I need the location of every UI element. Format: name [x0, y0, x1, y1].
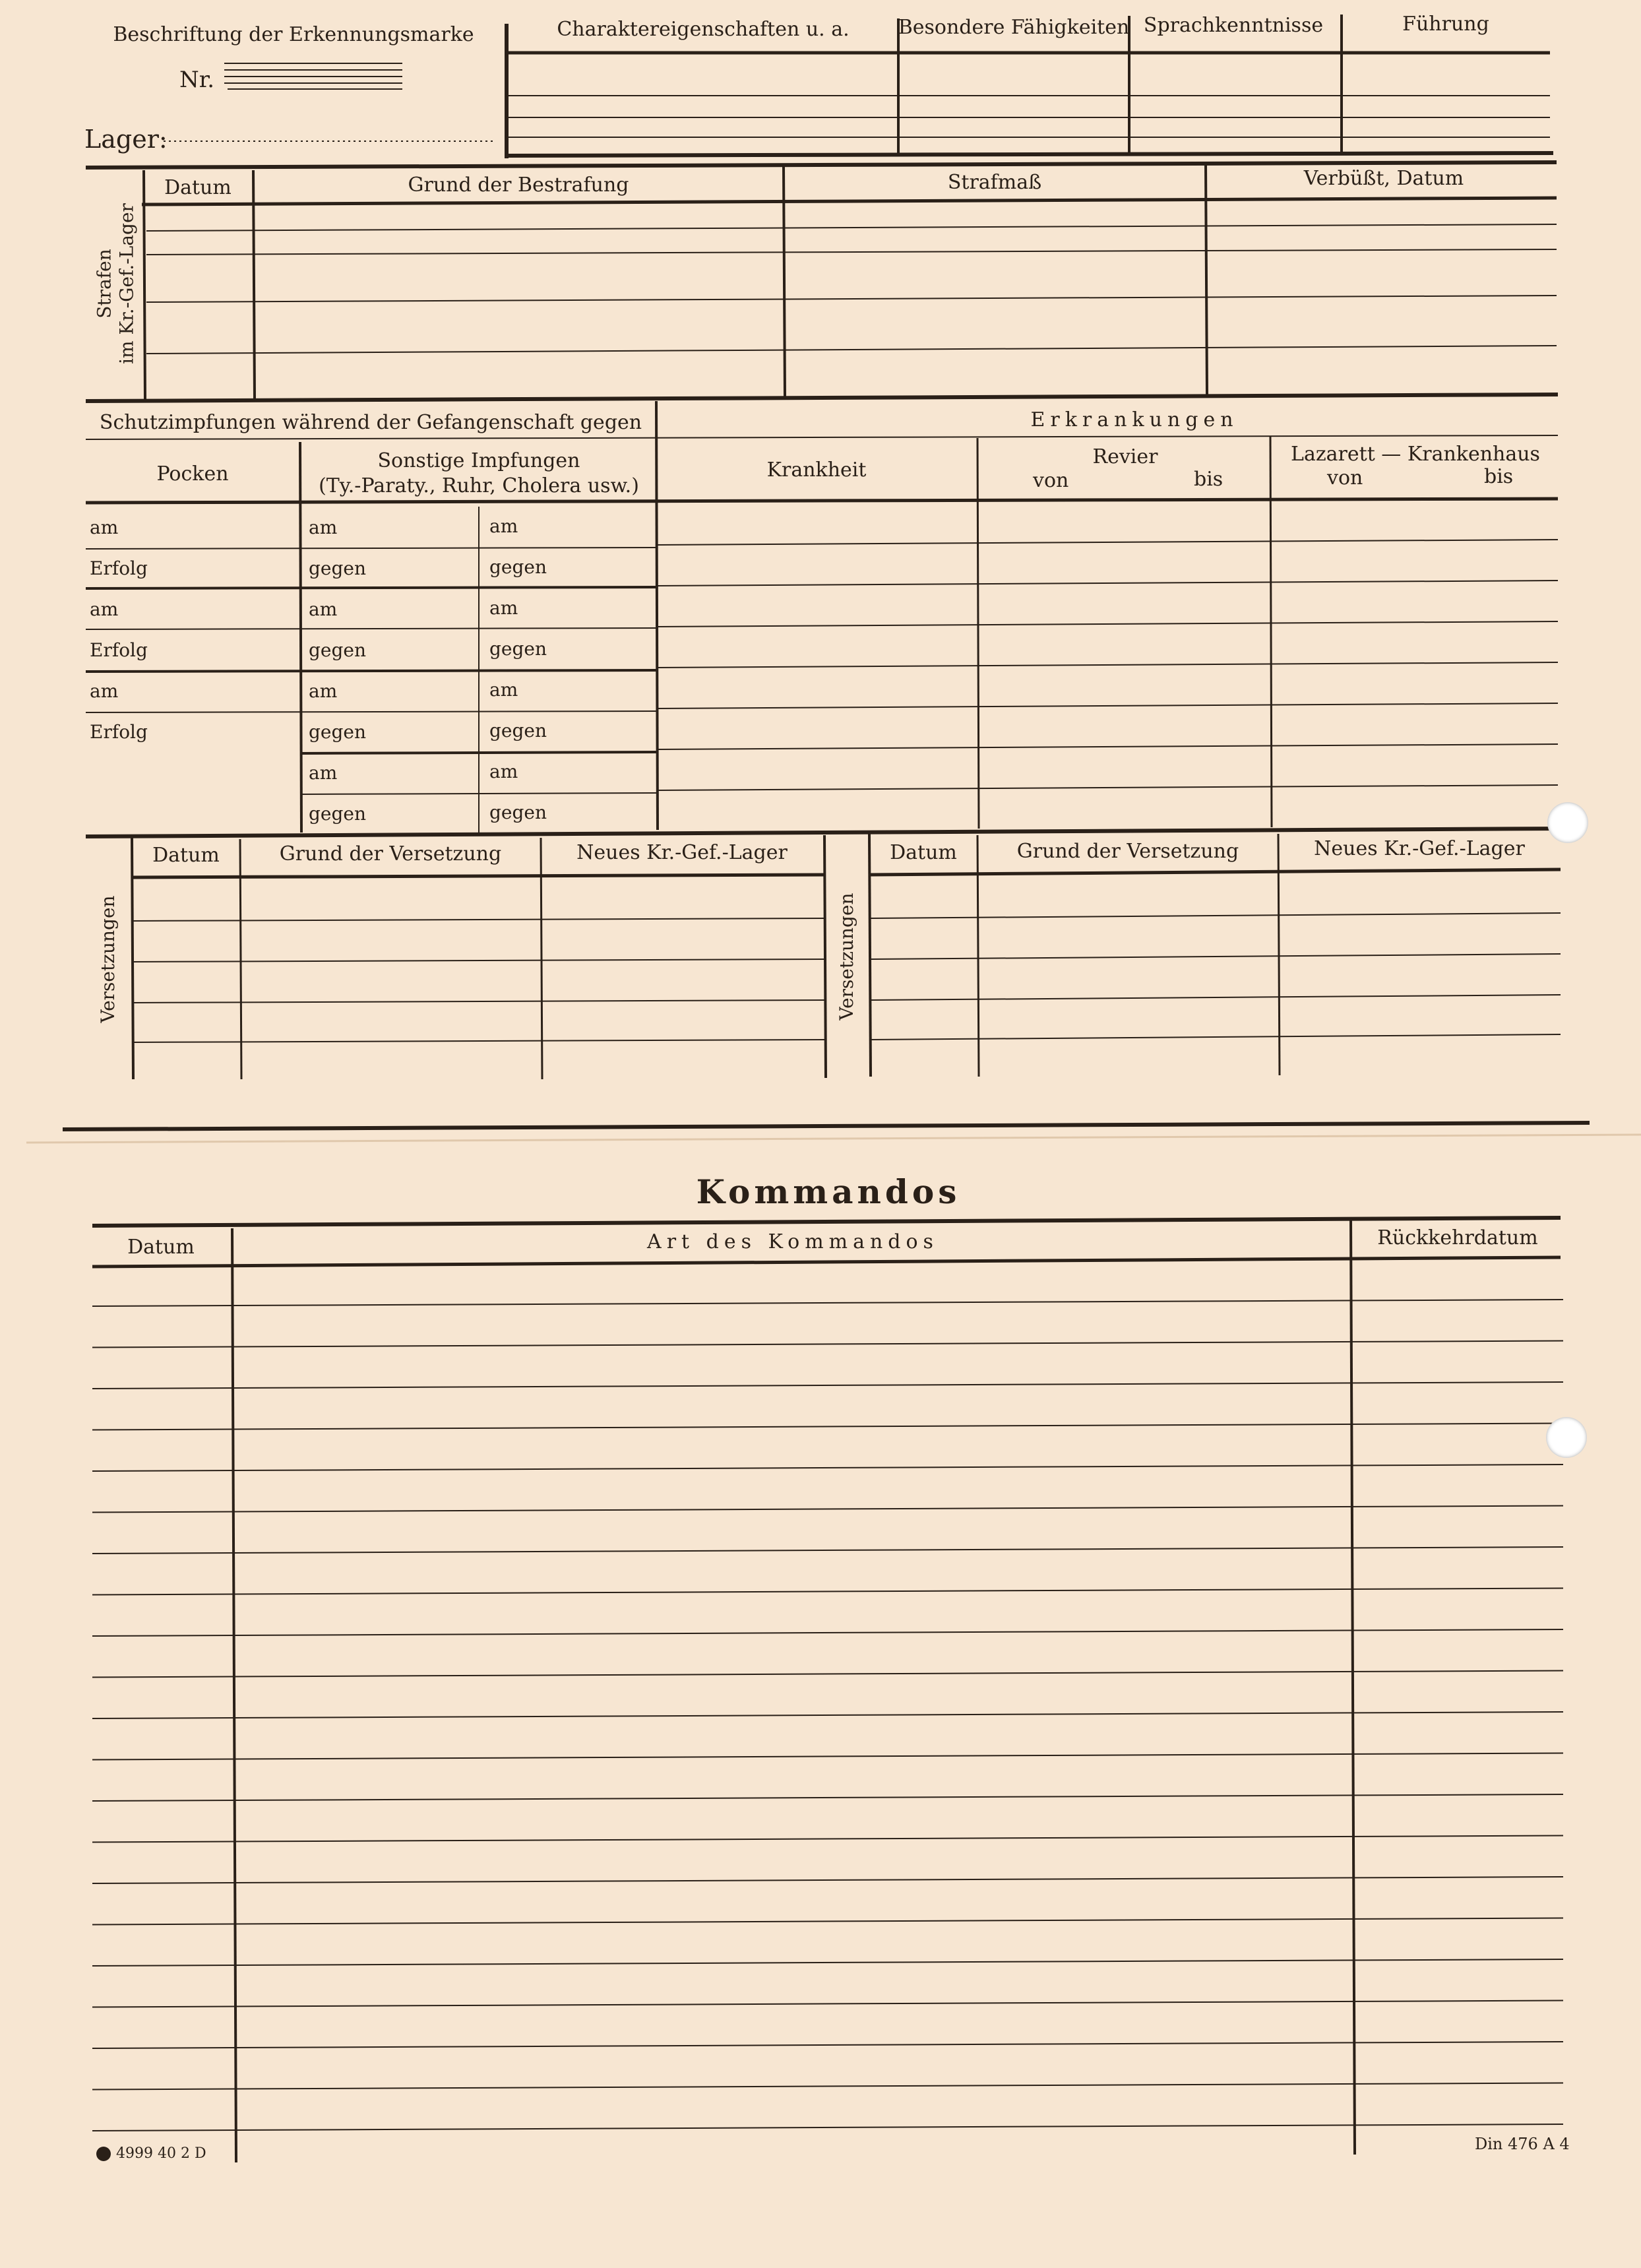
kommandos-row-line [92, 2083, 1563, 2090]
strafen-side-label [93, 172, 137, 396]
ill-revier-bis: bis [1194, 468, 1223, 491]
punch-hole [1546, 1417, 1587, 1458]
other-vacc-cell: gegen [489, 802, 547, 823]
kommandos-row-line [92, 1877, 1563, 1883]
kommandos-row-line [92, 2124, 1563, 2131]
kommandos-row-line [92, 1836, 1563, 1843]
other-vacc-cell: gegen [309, 721, 367, 743]
ill-col-lazarett: Lazarett — Krankenhaus [1291, 443, 1540, 466]
print-mark-icon [96, 2147, 111, 2161]
other-vacc-cell: gegen [309, 803, 367, 825]
tag-label: Beschriftung der Erkennungsmarke [113, 23, 474, 46]
kommandos-title: Kommandos [696, 1172, 961, 1211]
strafen-col-grund: Grund der Bestrafung [408, 173, 629, 197]
other-vacc-cell: am [489, 679, 518, 701]
pocken-erfolg: Erfolg [90, 557, 148, 579]
pocken-am: am [90, 517, 119, 538]
pocken-am: am [90, 680, 119, 702]
col-faehigkeiten: Besondere Fähigkeiten [898, 16, 1130, 39]
transfer-left-col-grund: Grund der Versetzung [279, 842, 502, 866]
kommandos-row-line [92, 1506, 1563, 1513]
strafen-col-strafmass: Strafmaß [947, 171, 1042, 194]
kommandos-row-line [92, 1753, 1563, 1760]
ill-lazarett-bis: bis [1484, 465, 1514, 488]
transfer-left-col-datum: Datum [152, 844, 220, 867]
transfer-right-col-datum: Datum [890, 841, 957, 864]
kommandos-row-line [92, 1424, 1563, 1430]
pocken-erfolg: Erfolg [90, 639, 148, 661]
kommandos-row-line [92, 2042, 1563, 2048]
strafen-col-verbuesst: Verbüßt, Datum [1303, 167, 1464, 190]
strafen-side-text: Strafen im Kr.-Gef.-Lager [93, 203, 137, 364]
pocken-erfolg: Erfolg [90, 721, 148, 743]
strafen-col-datum: Datum [164, 176, 232, 199]
other-vacc-cell: am [309, 598, 338, 620]
ill-revier-von: von [1033, 469, 1069, 492]
other-vacc-cell: am [309, 517, 338, 538]
kommandos-row-line [92, 1547, 1563, 1554]
col-charakter: Charaktereigenschaften u. a. [557, 18, 850, 41]
other-vacc-cell: gegen [309, 639, 367, 661]
other-vacc-cell: am [489, 515, 518, 537]
col-fuehrung: Führung [1402, 13, 1489, 36]
other-vacc-cell: gegen [489, 638, 547, 660]
kommandos-row-line [92, 1341, 1563, 1348]
kommandos-row-line [92, 1382, 1563, 1389]
kommandos-row-line [92, 1589, 1563, 1595]
kommandos-row-line [92, 1629, 1563, 1636]
vacc-col-other-2: (Ty.-Paraty., Ruhr, Cholera usw.) [319, 474, 639, 497]
print-code [96, 2147, 206, 2161]
punch-hole [1547, 802, 1588, 843]
ill-col-revier: Revier [1092, 445, 1158, 468]
vacc-col-other-1: Sonstige Impfungen [377, 449, 580, 472]
vacc-title: Schutzimpfungen während der Gefangenschaft gegen [99, 411, 642, 434]
kommandos-row-line [92, 1794, 1563, 1801]
transfer-side-label-right: Versetzungen [836, 893, 858, 1021]
ill-lazarett-von: von [1327, 466, 1363, 489]
kommandos-col-rueckkehr: Rückkehrdatum [1377, 1226, 1538, 1249]
kommandos-row-line [92, 1959, 1563, 1966]
kommandos-row-line [92, 1712, 1563, 1718]
kommandos-row-line [92, 2001, 1563, 2007]
other-vacc-cell: am [489, 761, 518, 782]
other-vacc-cell: gegen [309, 557, 367, 579]
other-vacc-cell: gegen [489, 556, 547, 578]
other-vacc-cell: am [309, 762, 338, 784]
other-vacc-cell: gegen [489, 720, 547, 741]
din-label: Din 476 A 4 [1475, 2135, 1570, 2153]
print-code-text: 4999 40 2 D [116, 2145, 206, 2162]
transfer-left-col-lager: Neues Kr.-Gef.-Lager [576, 841, 788, 864]
other-vacc-cell: am [309, 680, 338, 702]
col-sprachkenntnisse: Sprachkenntnisse [1143, 14, 1324, 37]
kommandos-col-datum: Datum [127, 1236, 195, 1259]
kommandos-row-line [92, 1671, 1563, 1678]
other-vacc-cell: am [489, 597, 518, 619]
vacc-col-pocken: Pocken [156, 462, 229, 486]
transfer-right-col-grund: Grund der Versetzung [1016, 840, 1239, 863]
ill-title: Erkrankungen [1030, 408, 1239, 431]
ill-col-krankheit: Krankheit [766, 458, 867, 482]
kommandos-row-line [92, 1918, 1563, 1925]
nr-label: Nr. [179, 67, 215, 93]
lager-label: Lager: [84, 125, 168, 154]
pocken-am: am [90, 598, 119, 620]
transfer-right-col-lager: Neues Kr.-Gef.-Lager [1314, 837, 1525, 860]
kommandos-row-line [92, 1300, 1563, 1306]
kommandos-row-line [92, 1465, 1563, 1471]
transfer-side-label-left: Versetzungen [97, 895, 119, 1023]
kommandos-col-art: Art des Kommandos [647, 1230, 939, 1253]
